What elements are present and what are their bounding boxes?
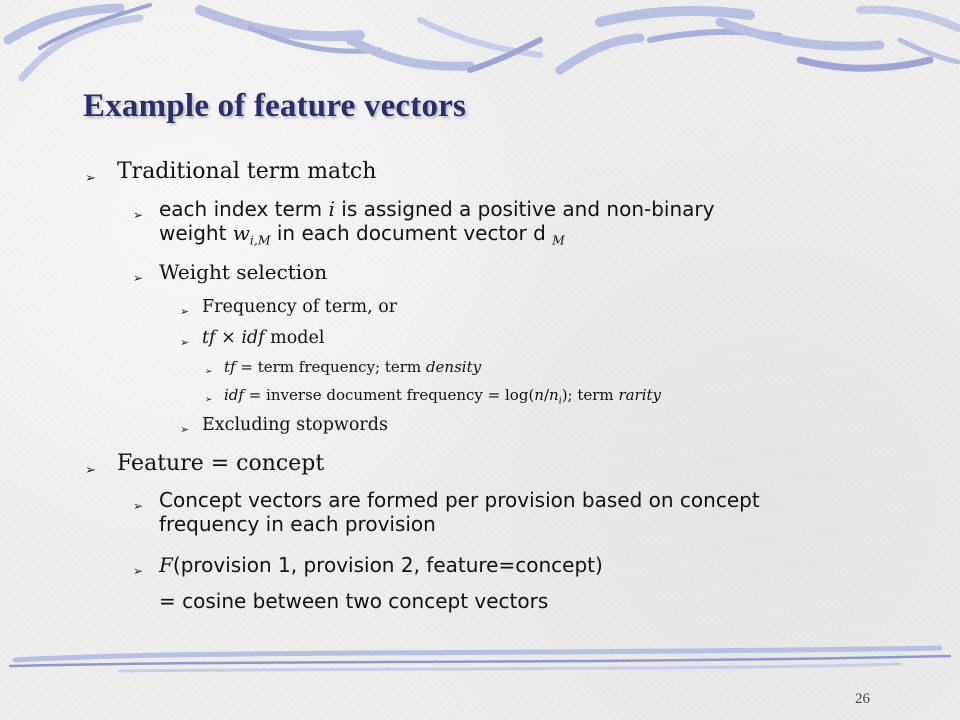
- bullet-text: F(provision 1, provision 2, feature=concept): [159, 553, 603, 577]
- arrow-bullet-icon: ➢: [133, 499, 144, 513]
- bullet-text: Excluding stopwords: [202, 415, 388, 435]
- bullet-text: Traditional term match: [117, 159, 377, 184]
- bullet-text: tf × idf model: [202, 328, 325, 348]
- bullet-level2: [133, 553, 603, 583]
- bullet-level2: [133, 488, 760, 536]
- bullet-level1: [85, 158, 376, 193]
- bullet-text: Concept vectors are formed per provision based on concept frequency in each provision: [159, 488, 760, 536]
- arrow-bullet-icon: ➢: [180, 305, 190, 318]
- bullet-level4: [205, 385, 661, 411]
- arrow-bullet-icon: ➢: [133, 271, 144, 285]
- page-number: 26: [855, 691, 870, 707]
- arrow-bullet-icon: ➢: [205, 367, 213, 377]
- slide-title: Example of feature vectors: [83, 88, 467, 124]
- bullet-text: idf = inverse document frequency = $\log(n/n_i)$; term rarity: [224, 386, 662, 407]
- bullet-level2: [133, 197, 714, 252]
- arrow-bullet-icon: ➢: [180, 336, 190, 349]
- bullet-text: = cosine between two concept vectors: [159, 589, 549, 613]
- bullet-level4: [205, 357, 481, 382]
- arrow-bullet-icon: ➢: [85, 463, 96, 478]
- arrow-bullet-icon: ➢: [205, 395, 213, 405]
- bullet-text: Frequency of term, or: [202, 297, 398, 317]
- arrow-bullet-icon: ➢: [180, 423, 190, 436]
- bullet-level3: [180, 296, 397, 323]
- bullet-level1: [85, 450, 324, 485]
- bullet-text: Feature = concept: [117, 451, 325, 476]
- arrow-bullet-icon: ➢: [85, 171, 96, 186]
- bullet-text: tf = term frequency; term density: [224, 358, 482, 376]
- arrow-bullet-icon: ➢: [133, 208, 144, 222]
- bullet-level3: [180, 327, 324, 354]
- bullet-level2: [133, 260, 327, 290]
- arrow-bullet-icon: ➢: [133, 564, 144, 578]
- bullet-text: Weight selection: [159, 260, 328, 284]
- bullet-level3: [180, 414, 388, 441]
- continuation-text: [159, 589, 548, 613]
- bullet-text: each index term i is assigned a positive and non-binary weight $w_{i,M}$ in each document vector d $_M$: [159, 197, 715, 248]
